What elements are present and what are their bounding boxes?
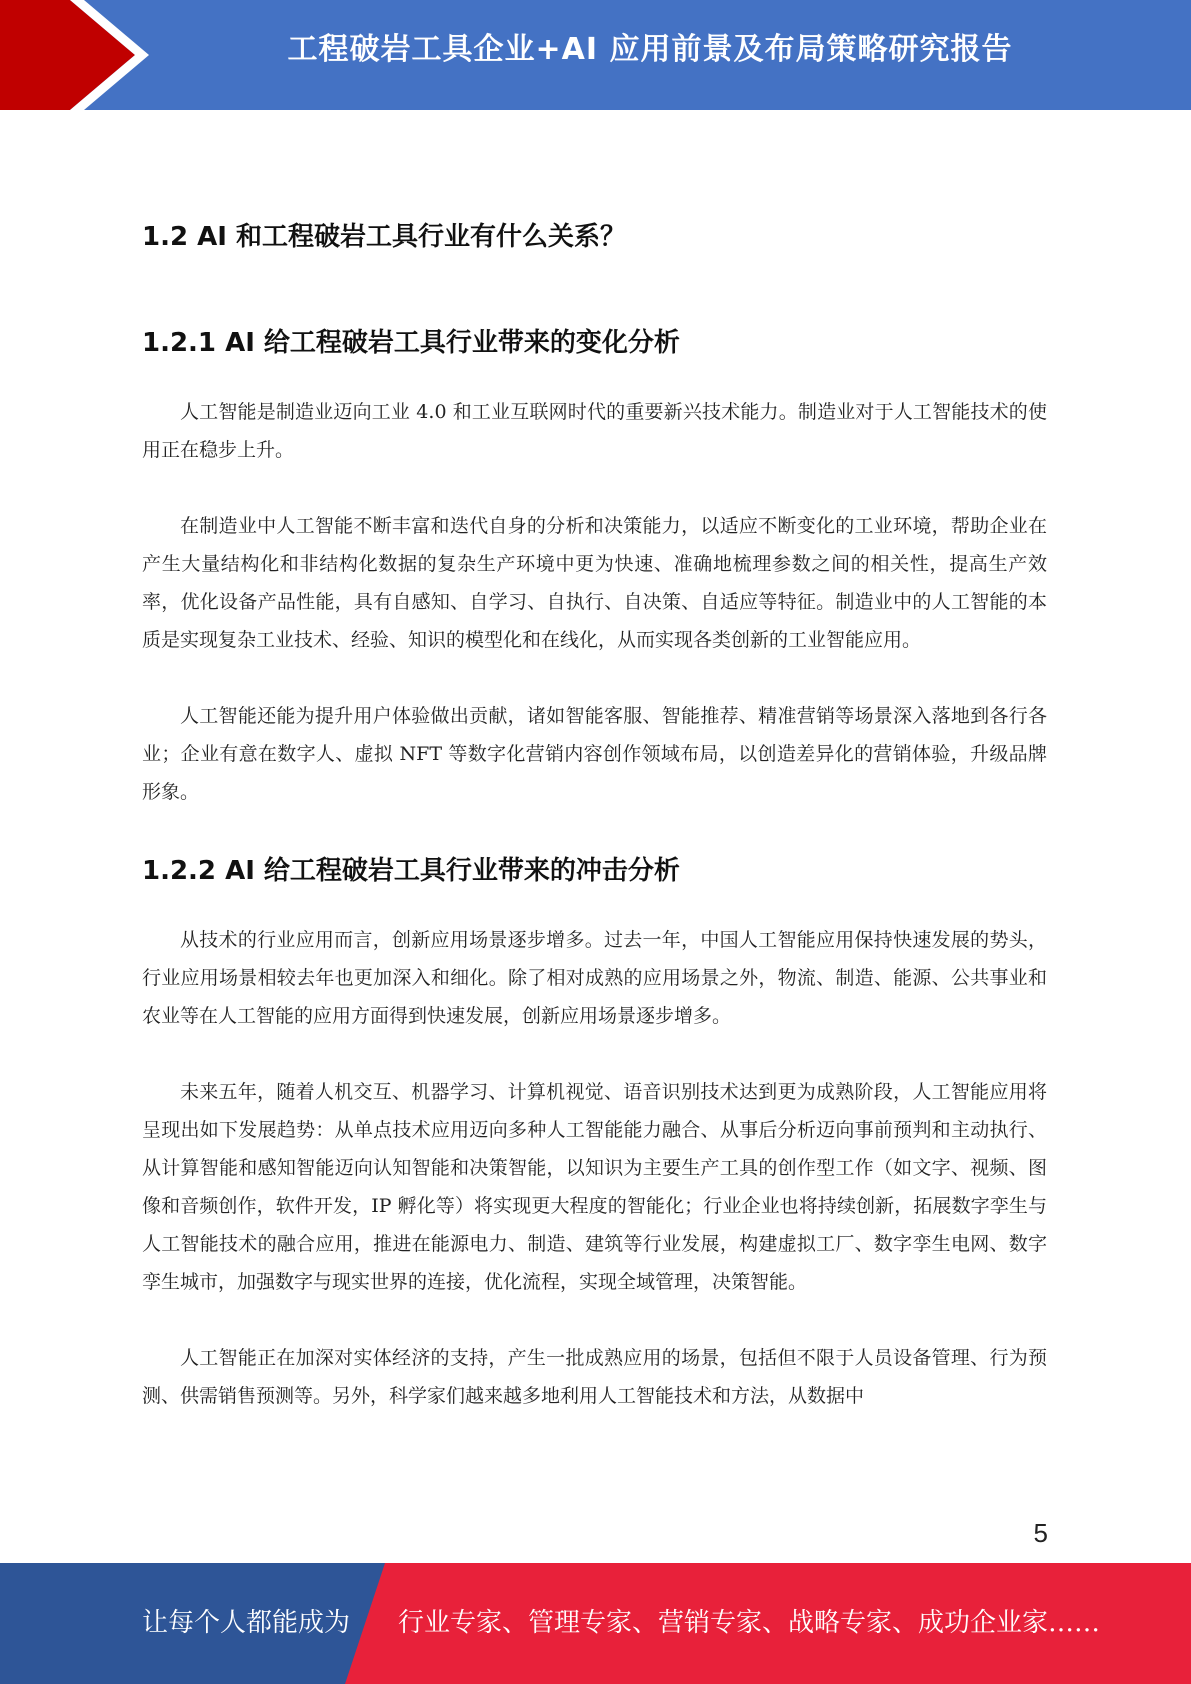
paragraph: 从技术的行业应用而言，创新应用场景逐步增多。过去一年，中国人工智能应用保持快速发展的势头，行业应用场景相较去年也更加深入和细化。除了相对成熟的应用场景之外，物流、制造、能源、公共事业和农业等在人工智能的应用方面得到快速发展，创新应用场景逐步增多。 bbox=[142, 929, 1047, 1027]
section-heading: 1.2 AI 和工程破岩工具行业有什么关系？ bbox=[142, 222, 626, 252]
paragraph: 人工智能是制造业迈向工业 4.0 和工业互联网时代的重要新兴技术能力。制造业对于人工智能技术的使用正在稳步上升。 bbox=[142, 401, 1047, 461]
paragraph: 人工智能正在加深对实体经济的支持，产生一批成熟应用的场景，包括但不限于人员设备管理、行为预测、供需销售预测等。另外，科学家们越来越多地利用人工智能技术和方法，从数据中 bbox=[142, 1347, 1047, 1407]
header-arrow-decoration bbox=[0, 0, 160, 110]
subsection-heading-1: 1.2.1 AI 给工程破岩工具行业带来的变化分析 bbox=[142, 328, 680, 358]
page-content bbox=[142, 215, 1047, 1453]
paragraph: 人工智能还能为提升用户体验做出贡献，诸如智能客服、智能推荐、精准营销等场景深入落地到各行各业；企业有意在数字人、虚拟 NFT 等数字化营销内容创作领域布局，以创造差异化的营销体验，升级品牌形象。 bbox=[142, 705, 1047, 803]
document-title: 工程破岩工具企业+AI 应用前景及布局策略研究报告 bbox=[287, 32, 1013, 67]
footer-slogan-right: 行业专家、管理专家、营销专家、战略专家、成功企业家…… bbox=[398, 1608, 1101, 1638]
paragraph: 未来五年，随着人机交互、机器学习、计算机视觉、语音识别技术达到更为成熟阶段，人工智能应用将呈现出如下发展趋势：从单点技术应用迈向多种人工智能能力融合、从事后分析迈向事前预判和主动执行、从计算智能和感知智能迈向认知智能和决策智能，以知识为主要生产工具的创作型工作（如文字、视频、图像和音频创作，软件开发，IP 孵化等）将实现更大程度的智能化；行业企业也将持续创新，拓展数字孪生与人工智能技术的融合应用，推进在能源电力、制造、建筑等行业发展，构建虚拟工厂、数字孪生电网、数字孪生城市，加强数字与现实世界的连接，优化流程，实现全域管理，决策智能。 bbox=[142, 1081, 1047, 1293]
paragraph: 在制造业中人工智能不断丰富和迭代自身的分析和决策能力，以适应不断变化的工业环境，帮助企业在产生大量结构化和非结构化数据的复杂生产环境中更为快速、准确地梳理参数之间的相关性，提高生产效率，优化设备产品性能，具有自感知、自学习、自执行、自决策、自适应等特征。制造业中的人工智能的本质是实现复杂工业技术、经验、知识的模型化和在线化，从而实现各类创新的工业智能应用。 bbox=[142, 515, 1047, 651]
footer-slogan-left: 让每个人都能成为 bbox=[142, 1608, 351, 1638]
page-number: 5 bbox=[1033, 1518, 1048, 1548]
subsection-heading-2: 1.2.2 AI 给工程破岩工具行业带来的冲击分析 bbox=[142, 856, 680, 886]
